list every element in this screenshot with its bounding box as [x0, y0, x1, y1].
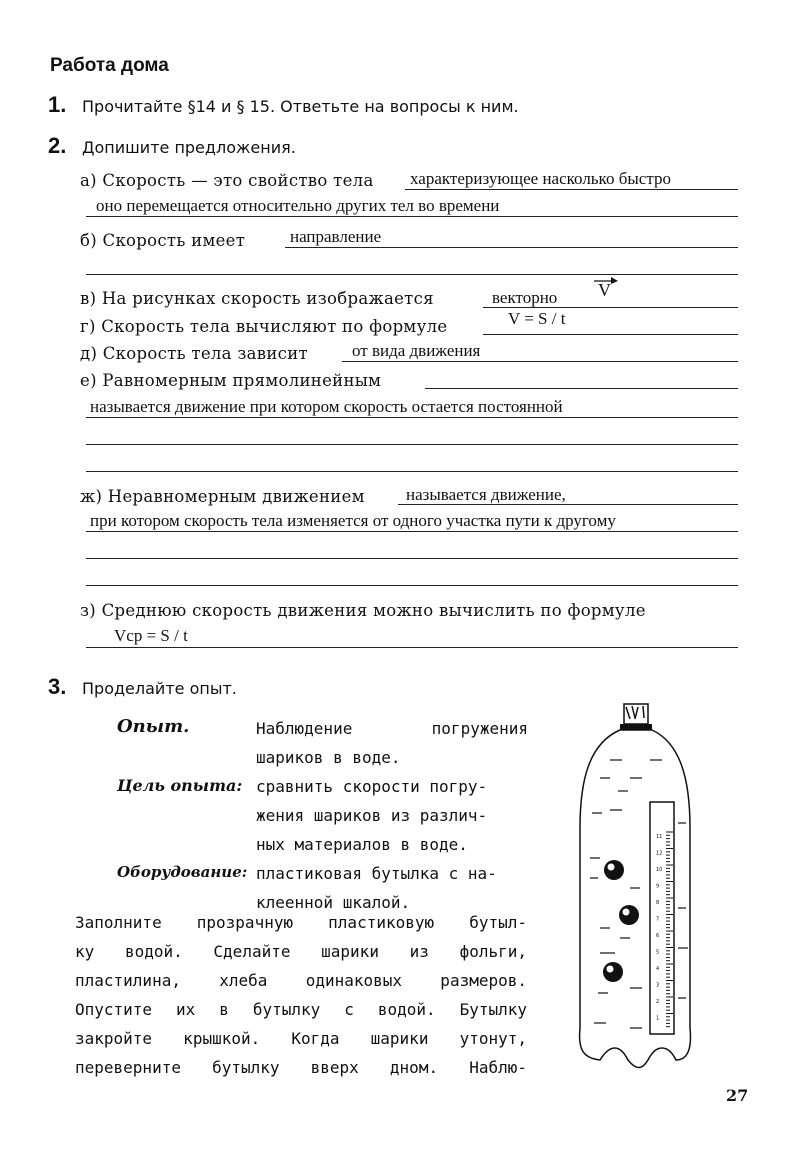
answer-line — [405, 189, 738, 190]
sentence-zh: ж) Неравномерным движением — [80, 487, 365, 506]
sentence-e: е) Равномерным прямолинейным — [80, 371, 382, 390]
opyt-text: шариков в воде. — [256, 748, 401, 767]
scale-label: 1 — [656, 1015, 660, 1022]
answer-a-1[interactable]: характеризующее насколько быстро — [410, 169, 671, 188]
scale-label: 7 — [656, 916, 660, 923]
vector-v-symbol: V — [598, 280, 611, 300]
answer-d[interactable]: от вида движения — [352, 341, 481, 360]
task-number: 3. — [48, 674, 67, 699]
answer-line — [86, 558, 738, 559]
ball — [619, 905, 639, 925]
answer-a-2[interactable]: оно перемещается относительно других тел во времени — [96, 196, 500, 215]
answer-line — [342, 361, 738, 362]
equipment-text: клеенной шкалой. — [256, 893, 411, 912]
sentence-d: д) Скорость тела зависит — [80, 344, 308, 363]
instructions-body: Заполните прозрачную пластиковую бутыл- ку водой. Сделайте шарики из фольги, пластилина, хлеба одинаковых размеров. Опустите их в бутылку с водой. Бутылку закройте крышкой. Когда шарики утонут, переверните бутылку вверх дном. Наблю- — [75, 913, 527, 1077]
scale-label: 9 — [656, 883, 660, 890]
task-number: 1. — [48, 92, 67, 117]
answer-line — [86, 216, 738, 217]
goal-text: ных материалов в воде. — [256, 835, 468, 854]
goal-text: сравнить скорости погру- — [256, 777, 488, 796]
scale-label: 4 — [656, 966, 660, 972]
answer-e[interactable]: называется движение при котором скорость остается постоянной — [90, 397, 563, 416]
sentence-a: а) Скорость — это свойство тела — [80, 171, 374, 190]
task-text: Проделайте опыт. — [82, 679, 237, 698]
answer-v[interactable]: векторно — [492, 288, 558, 307]
answer-line — [86, 274, 738, 275]
page-number: 27 — [726, 1086, 749, 1105]
answer-line — [86, 647, 738, 648]
opyt-label: Опыт. — [117, 716, 190, 737]
vector-arrow-icon — [593, 276, 619, 284]
goal-label: Цель опыта: — [117, 776, 243, 795]
answer-line — [86, 585, 738, 586]
answer-line — [86, 531, 738, 532]
sentence-b: б) Скорость имеет — [80, 231, 246, 250]
answer-line — [285, 247, 738, 248]
scale-label: 2 — [656, 999, 660, 1005]
answer-line — [86, 444, 738, 445]
scale-label: 6 — [656, 933, 660, 939]
answer-line — [425, 388, 738, 389]
sentence-z: з) Среднюю скорость движения можно вычислить по формуле — [80, 601, 646, 620]
scale-label: 8 — [656, 900, 660, 906]
answer-g[interactable]: V = S / t — [508, 309, 566, 328]
scale-label: 11 — [656, 834, 663, 840]
answer-line — [483, 307, 738, 308]
scale-label: 10 — [656, 867, 663, 873]
answer-line — [483, 334, 738, 335]
answer-line — [86, 417, 738, 418]
bottle-illustration — [570, 698, 700, 1070]
scale-label: 3 — [656, 982, 660, 989]
equipment-label: Оборудование: — [117, 863, 248, 881]
task-text: Допишите предложения. — [82, 138, 296, 157]
answer-b[interactable]: направление — [290, 227, 382, 246]
ball — [604, 860, 624, 880]
sentence-g: г) Скорость тела вычисляют по формуле — [80, 317, 448, 336]
answer-zh-1[interactable]: называется движение, — [406, 485, 566, 504]
sentence-v: в) На рисунках скорость изображается — [80, 289, 434, 308]
scale-label: 12 — [656, 850, 663, 857]
section-heading: Работа дома — [50, 55, 169, 76]
answer-line — [86, 471, 738, 472]
answer-z[interactable]: Vср = S / t — [114, 626, 188, 645]
answer-zh-2[interactable]: при котором скорость тела изменяется от одного участка пути к другому — [90, 511, 616, 530]
goal-text: жения шариков из различ- — [256, 806, 488, 825]
equipment-text: пластиковая бутылка с на- — [256, 864, 497, 883]
ball — [603, 962, 623, 982]
scale-label: 5 — [656, 949, 660, 956]
answer-line — [398, 504, 738, 505]
opyt-text: Наблюдение погружения — [256, 719, 528, 738]
task-text: Прочитайте §14 и § 15. Ответьте на вопросы к ним. — [82, 97, 519, 116]
task-number: 2. — [48, 133, 67, 158]
